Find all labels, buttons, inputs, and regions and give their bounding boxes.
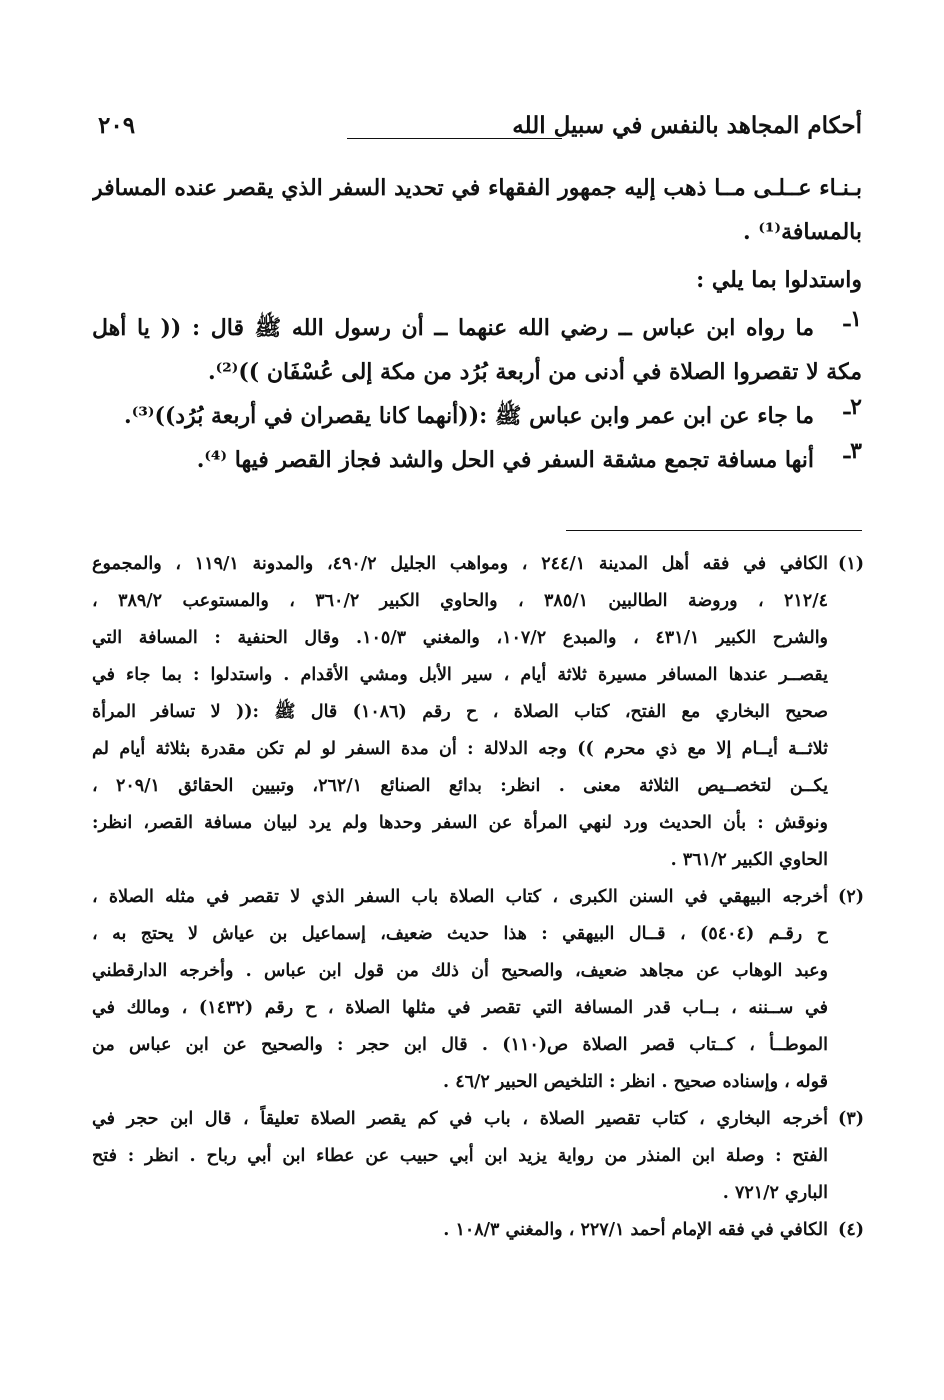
page-number: ٢٠٩	[98, 112, 136, 139]
footnote-line: والشرح الكبير ٤٣١/١ ، والمبدع ١٠٧/٢، والمغني ١٠٥/٣. وقال الحنفية : المسافة التي	[92, 628, 828, 648]
footnote-number: (١)	[838, 554, 864, 574]
item-number: ٢ـ	[843, 394, 862, 420]
evidence-item	[92, 306, 862, 350]
header-title: أحكام المجاهد بالنفس في سبيل الله	[512, 112, 862, 139]
item-line: ما رواه ابن عباس ــ رضي الله عنهما ــ أن رسول الله ﷺ قال : (( يا أهل	[92, 315, 814, 341]
footnote	[92, 879, 864, 1101]
footnote-line: يكــن لتخصــيص الثلاثة معنى . انظر: بدائع الصنائع ٢٦٢/١، وتبيين الحقائق ٢٠٩/١ ،	[92, 776, 828, 796]
footnote-line: ثلاثــة أيــام إلا مع ذي محرم )) وجه الدلالة : أن مدة السفر لو لم تكن مقدرة بثلاثة أيام لم	[92, 739, 828, 759]
evidence-item	[92, 438, 862, 482]
footnote-line: الباري ٧٢١/٢ .	[722, 1183, 828, 1203]
footnote-number: (٣)	[838, 1109, 864, 1129]
intro-line: بـنـاء عــلـى مــا ذهب إليه جمهور الفقهاء في تحديد السفر الذي يقصر عنده المسافر	[92, 175, 862, 201]
footnotes	[92, 546, 864, 1249]
footnote-line: الفتح : وصلة ابن المنذر من رواية يزيد ابن أبي حبيب عن عطاء ابن أبي رباح . انظر : فتح	[92, 1146, 828, 1166]
footnote-line: أخرجه البيهقي في السنن الكبرى ، كتاب الصلاة باب السفر الذي لا تقصر في مثله الصلاة ،	[92, 887, 828, 907]
footnote-line: يقصــر عندها المسافر مسيرة ثلاثة أيام ، سير الأبل ومشي الأقدام . واستدلوا : بما جاء في	[92, 665, 828, 685]
footnote	[92, 546, 864, 879]
footnote-line: في ســننه ، بــاب قدر المسافة التي تقصر في مثلها الصلاة ، ح رقم (١٤٣٢) ، ومالك في	[92, 998, 828, 1018]
footnote-separator	[566, 530, 862, 531]
footnote-line: الحاوي الكبير ٣٦١/٢ .	[670, 850, 828, 870]
footnote-line: الكافي في فقه أهل المدينة ٢٤٤/١ ، ومواهب الجليل ٤٩٠/٢، والمدونة ١١٩/١ ، والمجموع	[92, 554, 828, 574]
evidence-heading: واستدلوا بما يلي :	[696, 267, 862, 293]
intro-line: بالمسافة⁽¹⁾ .	[743, 219, 862, 245]
item-number: ١ـ	[843, 306, 862, 332]
footnote	[92, 1101, 864, 1212]
item-line: ما جاء عن ابن عمر وابن عباس ﷺ :((أنهما كانا يقصران في أربعة بُرُد))⁽³⁾.	[124, 403, 814, 429]
footnote-line: ح رقـم (٥٤٠٤) ، قــال البيهقي : هذا حديث ضعيف، إسماعيل بن عياش لا يحتج به ،	[92, 924, 828, 944]
item-number: ٣ـ	[843, 438, 862, 464]
item-line: أنها مسافة تجمع مشقة السفر في الحل والشد فجاز القصر فيها ⁽⁴⁾.	[196, 447, 814, 473]
footnote-line: قوله ، وإسناده صحيح . انظر : التلخيص الحبير ٤٦/٢ .	[443, 1072, 828, 1092]
footnote-line: الموطــأ ، كــتاب قصر الصلاة ص(١١٠) . قال ابن حجر : والصحيح عن ابن عباس من	[92, 1035, 828, 1055]
footnote-number: (٤)	[838, 1220, 864, 1240]
footnote-line: الكافي في فقه الإمام أحمد ٢٢٧/١ ، والمغني ١٠٨/٣ .	[443, 1220, 828, 1240]
footnote-line: ونوقش : بأن الحديث ورد لنهي المرأة عن السفر وحدها ولم يرد لبيان مسافة القصر، انظر:	[92, 813, 828, 833]
running-header	[92, 112, 862, 152]
footnote-number: (٢)	[838, 887, 864, 907]
main-text	[92, 166, 862, 482]
footnote-line: وعبد الوهاب عن مجاهد ضعيف، والصحيح أن ذلك من قول ابن عباس . وأخرجه الدارقطني	[92, 961, 828, 981]
evidence-item	[92, 394, 862, 438]
footnote	[92, 1212, 864, 1249]
footnote-line: ٢١٢/٤ ، وروضة الطالبين ٣٨٥/١ ، والحاوي الكبير ٣٦٠/٢ ، والمستوعب ٣٨٩/٢ ،	[92, 591, 828, 611]
item-line: مكة لا تقصروا الصلاة في أدنى من أربعة بُرُد من مكة إلى عُسْفَان ))⁽²⁾.	[207, 359, 862, 385]
footnote-line: أخرجه البخاري ، كتاب تقصير الصلاة ، باب في كم يقصر الصلاة تعليقاً ، قال ابن حجر في	[92, 1109, 828, 1129]
header-rule	[347, 138, 562, 139]
footnote-line: صحيح البخاري مع الفتح، كتاب الصلاة ، ح رقم (١٠٨٦) قال ﷺ :(( لا تسافر المرأة	[92, 702, 828, 722]
